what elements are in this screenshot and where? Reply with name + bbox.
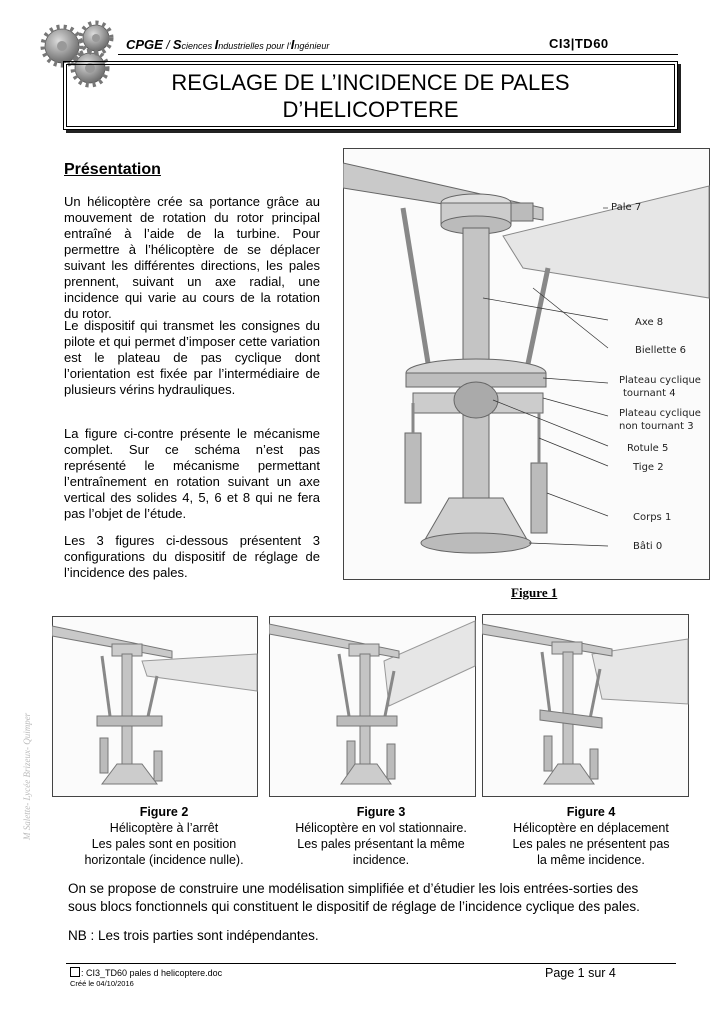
- footer-filename: : CI3_TD60 pales d helicoptere.doc: [70, 967, 222, 978]
- label-corps: Corps 1: [633, 512, 672, 523]
- footer-page: Page 1 sur 4: [545, 966, 616, 980]
- figure-1-image: [343, 148, 710, 580]
- figure-2-image: [52, 616, 258, 797]
- label-plateau-non-tournant-num: non tournant 3: [619, 421, 694, 432]
- closing-paragraph: On se propose de construire une modélisation simplifiée et d’étudier les lois entrées-sorties des sous blocs fonctionnels qui constituent le dispositif de réglage de l’incidence cyclique des pales.: [68, 881, 640, 914]
- figure-2-caption: Figure 2 Hélicoptère à l’arrêt Les pales sont en position horizontale (incidence nulle).: [84, 805, 244, 867]
- label-plateau-tournant-num: tournant 4: [623, 388, 676, 399]
- figure-1-caption: Figure 1: [511, 585, 558, 600]
- figure-4-image: [482, 614, 689, 797]
- footer-rule: [66, 963, 676, 964]
- watermark: M Salette- Lycée Brizeux- Quimper: [22, 712, 32, 840]
- label-tige: Tige 2: [633, 462, 664, 473]
- title-line-2: D’HELICOPTERE: [282, 96, 459, 122]
- label-plateau-tournant: Plateau cyclique: [619, 375, 701, 386]
- figure-4-caption: Figure 4 Hélicoptère en déplacement Les pales ne présentent pas la même incidence.: [512, 805, 670, 867]
- paragraph-3: La figure ci-contre présente le mécanisme complet. Sur ce schéma n’est pas représenté le mécanisme permettant l’entraînement en rotation suivant un axe vertical des solides 4, 5, 6 et 8 qui ne fera pas l’objet de l’étude.: [64, 426, 320, 521]
- footer-date: Créé le 04/10/2016: [70, 979, 134, 988]
- section-title: Présentation: [64, 161, 161, 178]
- label-pale: Pale 7: [611, 202, 642, 213]
- label-rotule: Rotule 5: [627, 443, 669, 454]
- label-axe: Axe 8: [635, 317, 664, 328]
- title-box: [63, 61, 678, 130]
- label-bati: Bâti 0: [633, 541, 663, 552]
- paragraph-2: Le dispositif qui transmet les consignes du pilote et qui permet d’imposer cette variation est le plateau de pas cyclique dont l’orientation est fixée par l’intermédiaire de plusieurs vérins hydrauliques.: [64, 318, 320, 397]
- header-course: CPGE / Sciences Industrielles pour l’Ingénieur: [126, 37, 330, 52]
- floppy-icon: [70, 967, 80, 977]
- header-rule: [118, 54, 678, 55]
- paragraph-1: Un hélicoptère crée sa portance grâce au mouvement de rotation du rotor principal entraîné à l’aide de la turbine. Pour permettre à l’hélicoptère de se déplacer suivant les différentes directions, les pales prennent, suivant un axe radial, une incidence qui varie au cours de la rotation du rotor.: [64, 194, 320, 321]
- figure-3-image: [269, 616, 476, 797]
- nb-note: NB : Les trois parties sont indépendantes.: [68, 928, 319, 943]
- title-line-1: REGLAGE DE L’INCIDENCE DE PALES: [171, 69, 570, 95]
- label-biellette: Biellette 6: [635, 345, 687, 356]
- paragraph-4: Les 3 figures ci-dessous présentent 3 configurations du dispositif de réglage de l’incidence des pales.: [64, 533, 320, 580]
- label-plateau-non-tournant: Plateau cyclique: [619, 408, 701, 419]
- figure-3-caption: Figure 3 Hélicoptère en vol stationnaire. Les pales présentant la même incidence.: [295, 805, 467, 867]
- header-code: CI3|TD60: [549, 36, 609, 51]
